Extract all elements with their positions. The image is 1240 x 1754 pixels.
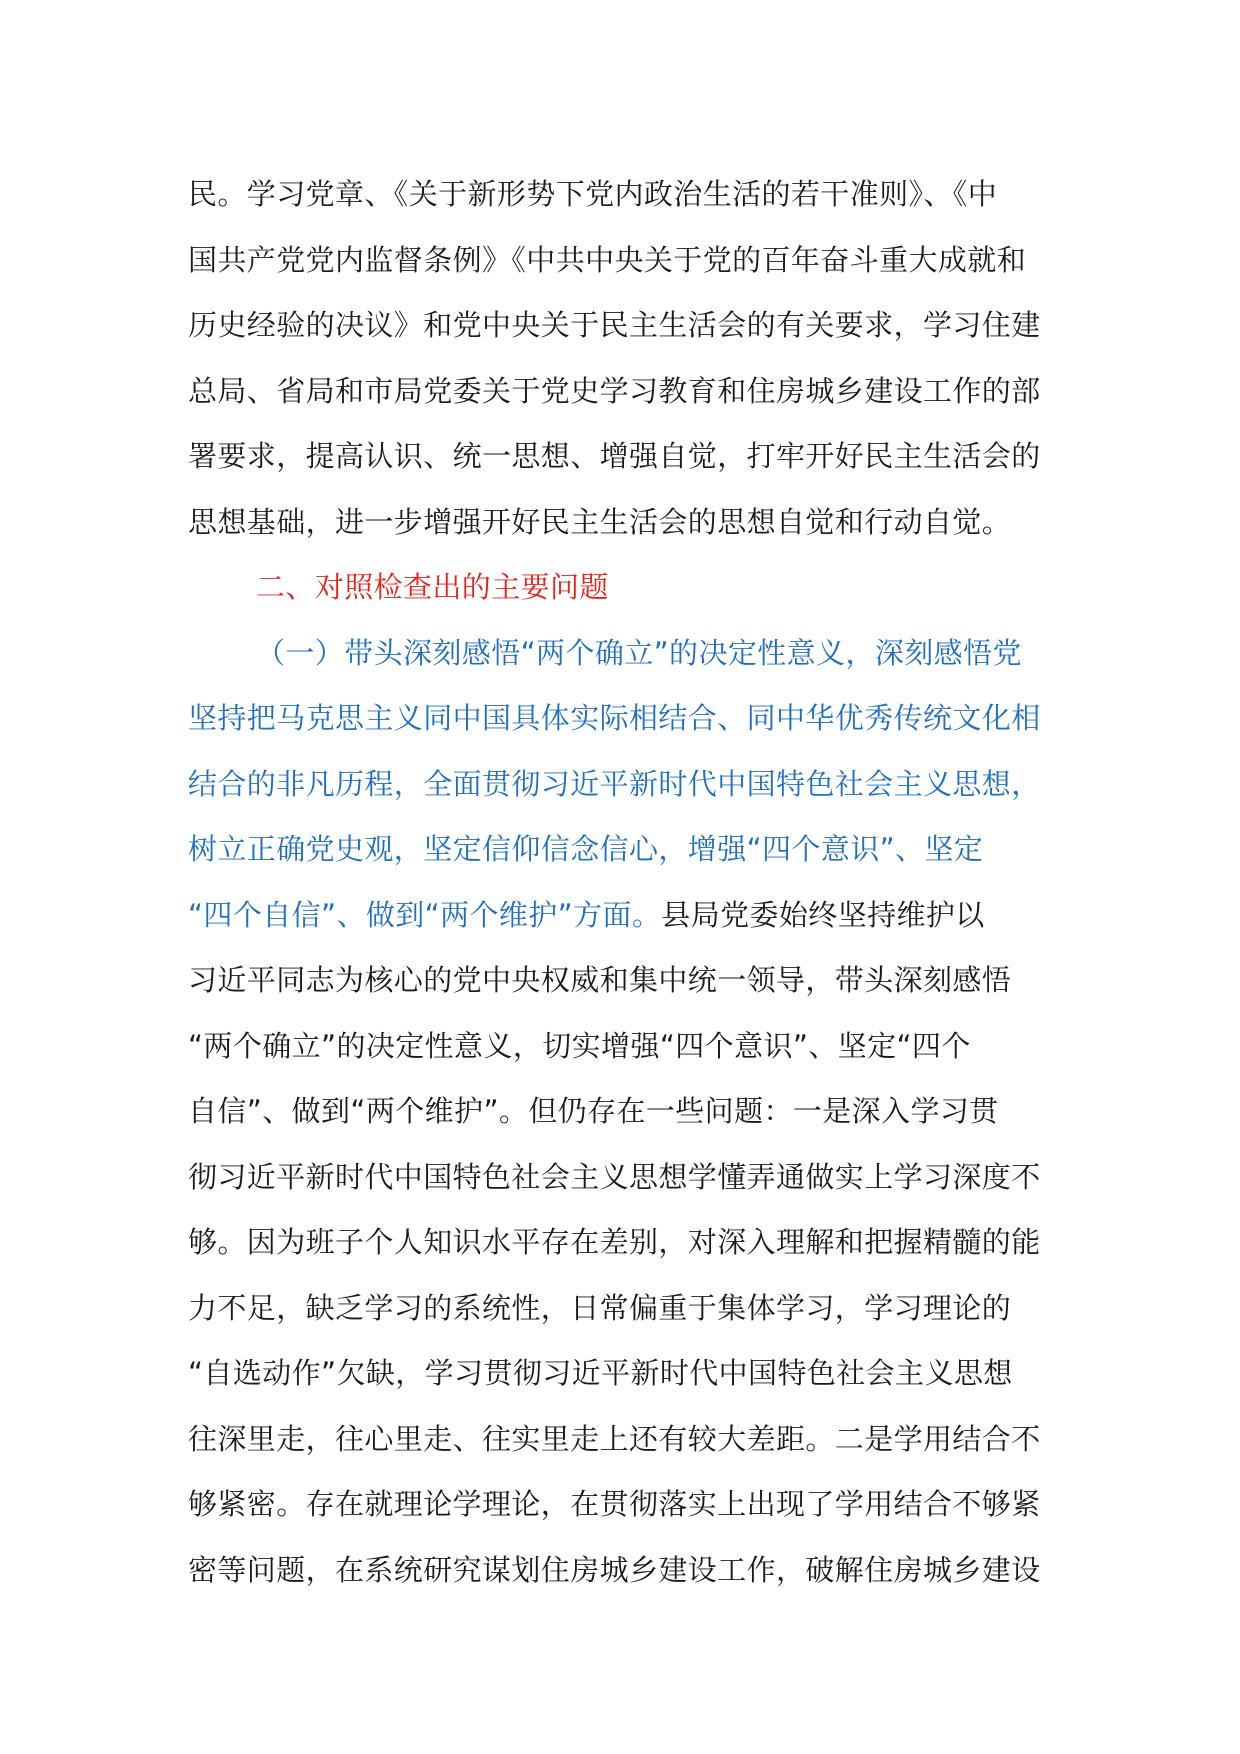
paragraph-line: 够。因为班子个人知识水平存在差别，对深入理解和把握精髓的能 (188, 1225, 1041, 1259)
section-heading: 二、对照检查出的主要问题 (256, 570, 609, 604)
paragraph-line: 往深里走，往心里走、往实里走上还有较大差距。二是学用结合不 (188, 1421, 1041, 1456)
paragraph-line: 习近平同志为核心的党中央权威和集中统一领导，带头深刻感悟 (188, 963, 1012, 997)
subsection-heading-line: 坚持把马克思主义同中国具体实际相结合、同中华优秀传统文化相 (188, 701, 1041, 735)
paragraph-line: “自选动作”欠缺，学习贯彻习近平新时代中国特色社会主义思想 (188, 1356, 1013, 1390)
subsection-heading-line: 树立正确党史观，坚定信仰信念信心，增强“四个意识”、坚定 (188, 832, 984, 866)
document-page (188, 172, 1058, 1613)
paragraph-line: 密等问题，在系统研究谋划住房城乡建设工作，破解住房城乡建设 (188, 1552, 1041, 1587)
paragraph-line: 民。学习党章、《关于新形势下党内政治生活的若干准则》、《中 (188, 177, 998, 211)
paragraph-text: 县局党委始终坚持维护以 (661, 897, 985, 932)
subsection-heading-line: “四个自信”、做到“两个维护”方面。 (188, 897, 662, 932)
paragraph-line: 署要求，提高认识、统一思想、增强自觉，打牢开好民主生活会的 (188, 439, 1041, 473)
paragraph-line: 力不足，缺乏学习的系统性，日常偏重于集体学习，学习理论的 (188, 1290, 1012, 1325)
paragraph-line: “两个确立”的决定性意义，切实增强“四个意识”、坚定“四个 (188, 1028, 971, 1063)
paragraph-line: 彻习近平新时代中国特色社会主义思想学懂弄通做实上学习深度不 (188, 1159, 1041, 1194)
paragraph-line: 自信”、做到“两个维护”。但仍存在一些问题：一是深入学习贯 (188, 1094, 999, 1128)
paragraph-line: 历史经验的决议》和党中央关于民主生活会的有关要求，学习住建 (188, 308, 1041, 342)
paragraph-line: 国共产党党内监督条例》《中共中央关于党的百年奋斗重大成就和 (188, 242, 1027, 277)
subsection-heading-line: （一）带头深刻感悟“两个确立”的决定性意义，深刻感悟党 (256, 635, 1022, 670)
mixed-line (188, 893, 1058, 959)
paragraph-line: 思想基础，进一步增强开好民主生活会的思想自觉和行动自觉。 (188, 504, 1012, 539)
paragraph-line: 总局、省局和市局党委关于党史学习教育和住房城乡建设工作的部 (188, 373, 1041, 408)
subsection-heading-line: 结合的非凡历程，全面贯彻习近平新时代中国特色社会主义思想， (188, 766, 1041, 801)
paragraph-line: 够紧密。存在就理论学理论，在贯彻落实上出现了学用结合不够紧 (188, 1487, 1041, 1521)
